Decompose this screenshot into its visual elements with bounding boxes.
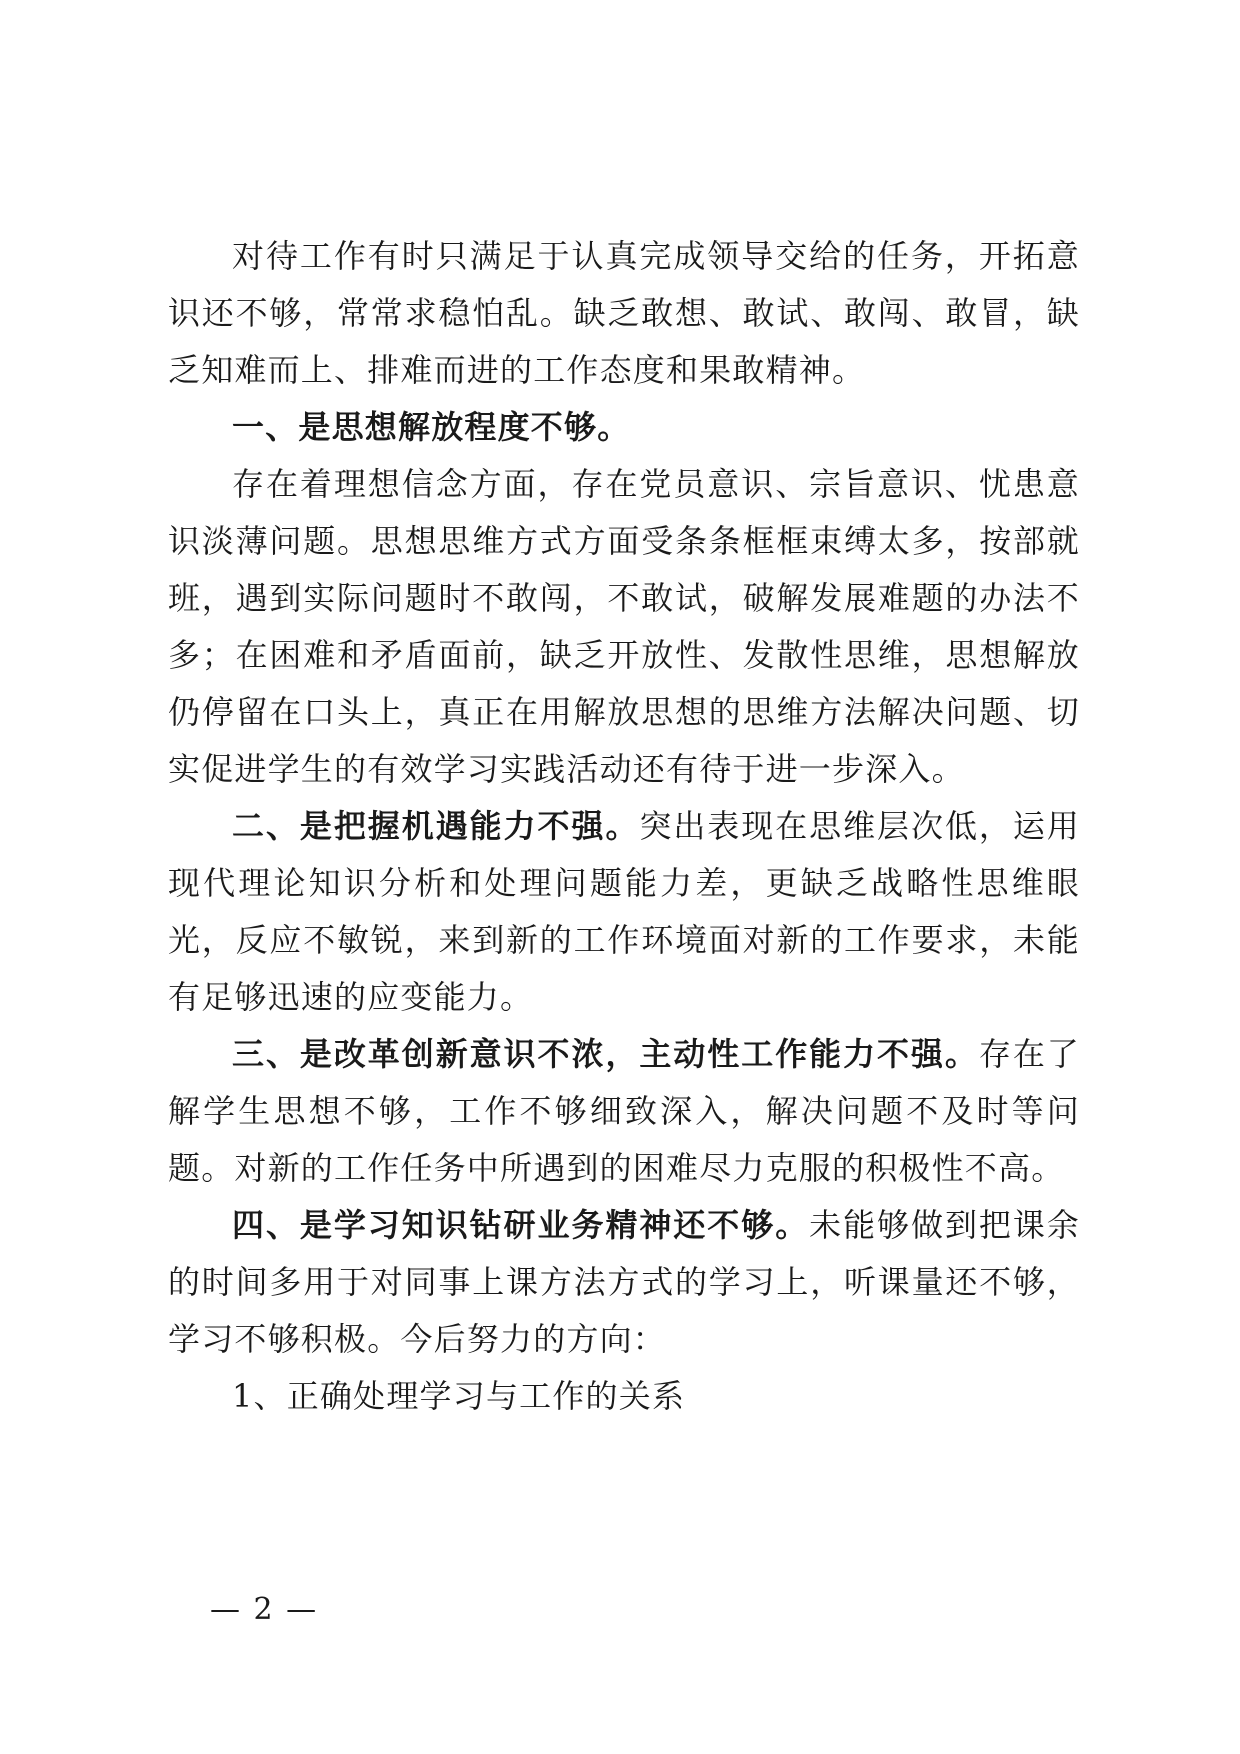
- paragraph-text: 存在了解学生思想不够，工作不够细致深入，解决问题不及时等问题。对新的工作任务中所遇到的困难尽力克服的积极性不高。: [168, 1035, 1080, 1187]
- paragraph-section-1: [168, 456, 1080, 798]
- paragraph-text: 1、正确处理学习与工作的关系: [232, 1377, 686, 1415]
- document-body: [168, 228, 1080, 1425]
- paragraph-section-2: [168, 798, 1080, 1026]
- paragraph-text: 存在着理想信念方面，存在党员意识、宗旨意识、忧患意识淡薄问题。思想思维方式方面受条条框框束缚太多，按部就班，遇到实际问题时不敢闯，不敢试，破解发展难题的办法不多；在困难和矛盾面前，缺乏开放性、发散性思维，思想解放仍停留在口头上，真正在用解放思想的思维方法解决问题、切实促进学生的有效学习实践活动还有待于进一步深入。: [168, 465, 1080, 788]
- paragraph-text: 对待工作有时只满足于认真完成领导交给的任务，开拓意识还不够，常常求稳怕乱。缺乏敢想、敢试、敢闯、敢冒，缺乏知难而上、排难而进的工作态度和果敢精神。: [168, 237, 1080, 389]
- paragraph-section-4: [168, 1197, 1080, 1368]
- paragraph-section-3: [168, 1026, 1080, 1197]
- list-item-1: [168, 1368, 1080, 1425]
- section-heading-text: 四、是学习知识钻研业务精神还不够。: [232, 1206, 810, 1244]
- section-heading-text: 二、是把握机遇能力不强。: [232, 807, 640, 845]
- section-heading-1: [168, 399, 1080, 456]
- page-number: — 2 —: [210, 1592, 319, 1627]
- paragraph-text: 突出表现在思维层次低，运用现代理论知识分析和处理问题能力差，更缺乏战略性思维眼光，反应不敏锐，来到新的工作环境面对新的工作要求，未能有足够迅速的应变能力。: [168, 807, 1080, 1016]
- section-heading-text: 一、是思想解放程度不够。: [232, 408, 631, 446]
- paragraph-intro: [168, 228, 1080, 399]
- paragraph-text: 未能够做到把课余的时间多用于对同事上课方法方式的学习上，听课量还不够，学习不够积极。今后努力的方向：: [168, 1206, 1080, 1358]
- section-heading-text: 三、是改革创新意识不浓，主动性工作能力不强。: [232, 1035, 979, 1073]
